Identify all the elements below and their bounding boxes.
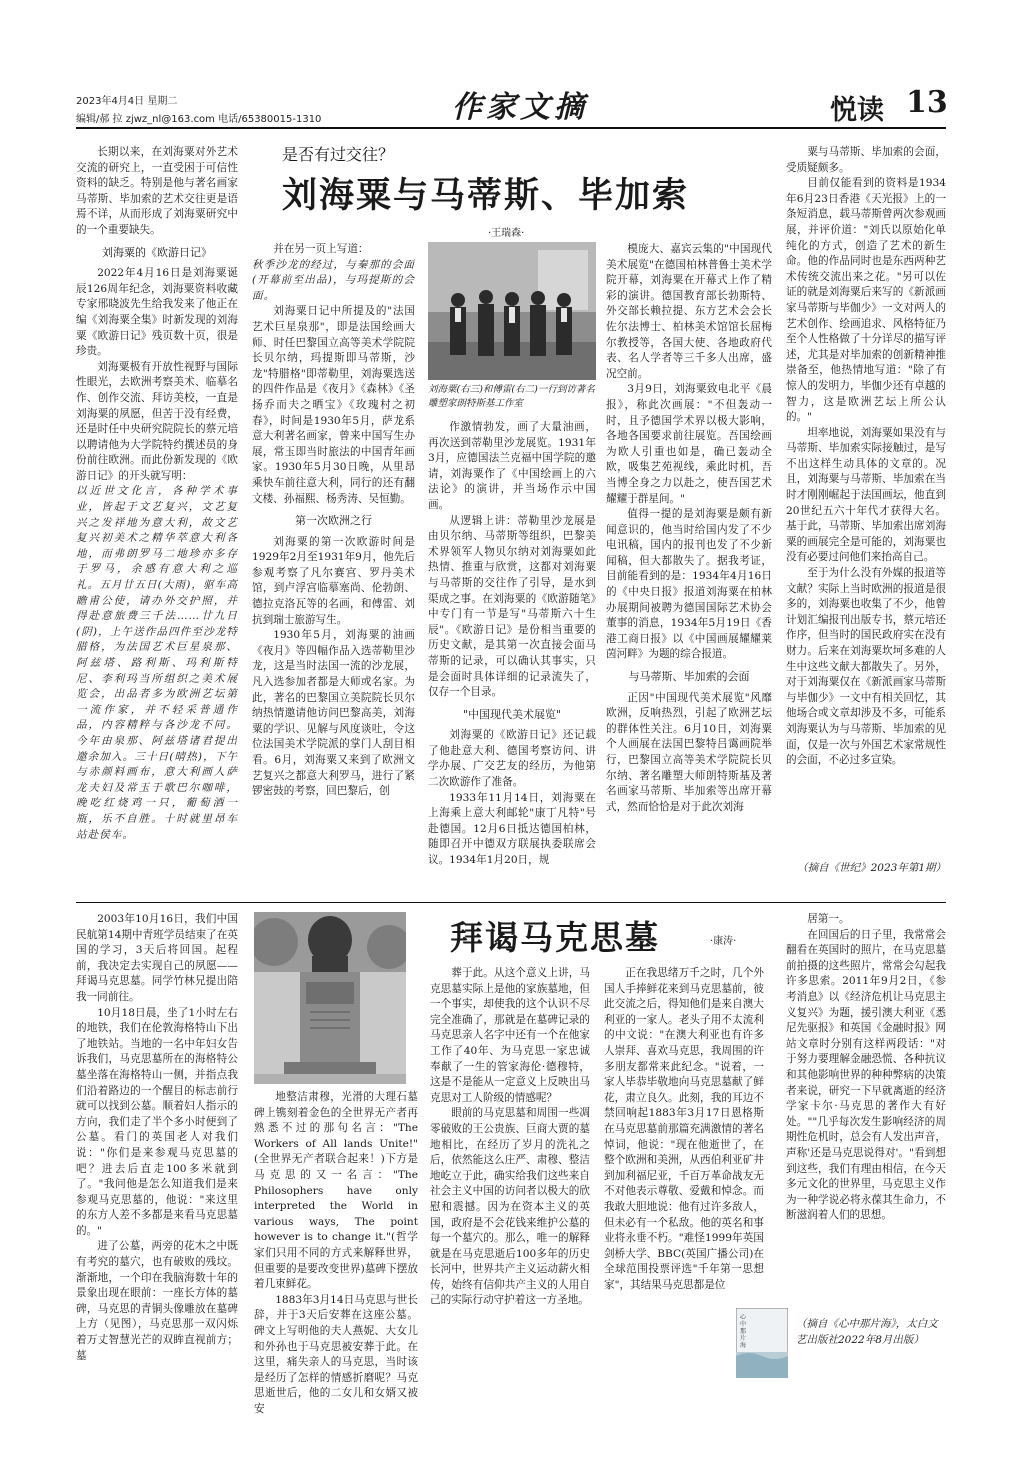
subheading: "中国现代美术展览" — [462, 707, 562, 721]
paragraph: 2022年4月16日是刘海粟诞辰126周年纪念，刘海粟资料收藏专家邢晓波先生给我发来了他正在编《刘海粟全集》时新发现的刘海粟《欧游日记》残页数十页，很是珍贵。 — [76, 267, 238, 358]
article2-column-5 — [786, 912, 946, 1307]
paragraph: 值得一提的是刘海粟是颇有新闻意识的，他当时给国内发了不少电讯稿，国内的报刊也发了不少新闻稿，但大都散失了。据我考证，目前能看到的是：1934年4月16日的《中央日报》报道刘海粟在柏林办展期间被聘为德国国际艺术协会董事的消息，1934年5月19日《香港工商日报》以《中国画展耀耀莱茵河畔》为题的综合报道。 — [606, 508, 772, 661]
article1-source: （摘自《世纪》2023年第1期） — [797, 862, 946, 874]
paragraph: 刘海粟日记中所提及的"法国艺术巨星泉那"，即是法国绘画大师、时任巴黎国立高等美术学院院长贝尔纳，玛提斯即马蒂斯，沙龙"特腊格"即蒂勒里，刘海粟选送的四件作品是《夜月》《森林》《圣扬乔而夫之晒宝》《玫瑰村之初春》，时间是1930年5月，萨龙系意大利著名画家，曾来中国写生办展，常玉即当时旅法的中国青年画家。1930年5月30日晚，从里昂乘快车前往意大利，同行的还有翻文楼、孙福熙、杨秀涛、吴恒勤。 — [252, 305, 415, 505]
article1-column-3 — [428, 420, 596, 893]
paragraph: 并在另一页上写道： — [273, 243, 369, 255]
paragraph: 2003年10月16日，我们中国民航第14期中青班学员结束了在英国的学习，3天后将回国。起程前，我决定去实现自己的夙愿——拜谒马克思墓。同学竹林兄提出陪我一同前往。 — [76, 913, 238, 1003]
diary-quote: 以近世文化言，各种学术事业，皆起于文艺复兴，文艺复兴之发祥地为意大利，故文艺复兴初美术之精华萃意大利各地，而弗朗罗马二地珍亦多存于罗马，余感有意大利之巡礼。五月廿五日(大雨)，驱车高瞻甫公使，请办外交护照，并得赴意旅费三千法……廿九日(阴)，上午送作品四件至沙龙特腊格，为法国艺术巨星泉那、阿兹塔、路利斯、玛利斯特尼、李利玛当所组织之美术展览会，出品者多为欧洲艺坛第一流作家，并不轻采普通作品，内容精粹与各沙龙不同。今年由泉那、阿兹塔诸君提出邀余加入。三十日(晴热)，下午与赤颜料画布，意大利画人萨龙夫妇及常玉于歌巴尔咖啡，晚吃红烧鸡一只，葡萄酒一瓶，乐不自胜。十时就里昂车站赴侯车。 — [76, 485, 238, 841]
masthead-logo: 作家文摘 — [452, 90, 588, 125]
article2-column-1 — [76, 912, 238, 1460]
paragraph: 眼前的马克思墓和周围一些凋零破败的王公贵族、巨商大贾的墓地相比，在经历了岁月的洗礼之后，依然能这么庄严、肃穆、整洁地屹立于此，确实给我们这些来自社会主义中国的访问者以极大的欣慰和震撼。因为在资本主义的英国，政府是不会花钱来维护公墓的每一个墓穴的。那么，唯一的解释就是在马克思逝后100多年的历史长河中，世界共产主义运动薪火相传，始终有信仰共产主义的人用自己的实际行动守护着这一方圣地。 — [430, 1107, 590, 1307]
subheading: 与马蒂斯、毕加索的会面 — [628, 670, 750, 684]
paragraph: 1930年5月，刘海粟的油画《夜月》等四幅作品入选蒂勒里沙龙，这是当时法国一流的沙龙展，凡入选参加者都是大师或名家。为此，著名的巴黎国立美院院长贝尔纳热情邀请他访问巴黎高美，刘海粟的学识、见解与风度谈吐，令这位法国美术学院派的掌门人刮目相看。6月，刘海粟又来到了欧洲文艺复兴之都意大利罗马，进行了紧锣密鼓的考察，回巴黎后，创 — [252, 629, 415, 798]
marx-tomb-photo — [254, 912, 406, 1084]
article2-column-3 — [430, 966, 590, 1460]
article1-column-5 — [786, 145, 946, 857]
article2-source: （摘自《心中那片海》，太白文艺出版社2022年8月出版） — [796, 1318, 938, 1346]
article2-column-2 — [254, 1090, 418, 1460]
diary-quote: 秋季沙龙的经过，与秦那的会面(开幕前至出品)，与玛提斯的会面。 — [252, 258, 415, 302]
paragraph: 作激情勃发，画了大量油画，再次送到蒂勒里沙龙展览。1931年3月，应德国法兰克福中国学院的邀请，刘海粟作了《中国绘画上的六法论》的演讲，并当场作示中国画。 — [428, 421, 596, 511]
article2-column-4 — [604, 966, 764, 1460]
group-photo — [428, 242, 596, 380]
section-title: 悦读 — [830, 95, 884, 126]
article2-title: 拜谒马克思墓 — [450, 918, 660, 957]
paragraph: 正因"中国现代美术展览"风靡欧洲，反响热烈，引起了欧洲艺坛的群体性关注。6月10日，刘海粟个人画展在法国巴黎特吕霭画院举行，巴黎国立高等美术学院院长贝尔纳、著名雕塑大师朗特斯基及著名画家马蒂斯、毕加索等出席开幕式，然而恰恰是对于此次刘海 — [606, 691, 772, 813]
book-cover — [736, 1308, 788, 1378]
header-rule — [76, 127, 946, 129]
article1-kicker: 是否有过交往？ — [282, 145, 395, 164]
paragraph: 10月18日晨，坐了1小时左右的地铁，我们在伦敦海格特山下出了地铁站。当地的一名中年妇女告诉我们，马克思墓所在的海格特公墓坐落在海格特山一侧，并指点我们沿着路边的一个醒目的标志前行就可以找到公墓。顺着妇人指示的方向，我们走了半个多小时便到了公墓。看门的英国老人对我们说："你们是来参观马克思墓的吧？进去后直走100多米就到了。"我问他是怎么知道我们是来参观马克思墓的，他说："来这里的东方人差不多都是来看马克思墓的。" — [76, 1006, 238, 1237]
paragraph: 葬于此。从这个意义上讲，马克思墓实际上是他的家族墓地，但一个事实，却使我的这个认识不尽完全准确了，那就是在墓碑记录的马克思亲人名字中还有一个在他家工作了40年、为马克思一家忠诚奉献了一生的管家海伦·德穆特，这是不是能从一定意义上反映出马克思对工人阶级的情感呢？ — [430, 967, 590, 1104]
paragraph: 1933年11月14日，刘海粟在上海乘上意大利邮轮"康丁凡特"号赴德国。12月6日抵达德国柏林，随即召开中德双方联展执委联席会议。1934年1月20日，规 — [428, 791, 596, 867]
paragraph: 进了公墓，两旁的花木之中既有考究的墓穴，也有破败的残坟。渐渐地，一个印在我脑海数十年的景象出现在眼前：一座长方体的墓碑，马克思的青铜头像雕放在墓碑上方（见图），马克思那一双闪烁着万丈智慧光芒的双眸直视前方；墓 — [76, 1240, 238, 1362]
paragraph: 在回国后的日子里，我常常会翻看在英国时的照片，在马克思墓前拍摄的这些照片，常常会勾起我许多思索。2011年9月2日，《参考消息》以《经济危机让马克思主义复兴》为题，援引澳大利亚《悉尼先驱报》和英国《金融时报》网站文章时分别有这样两段话："对于努力要理解金融恐慌、各种抗议和其他影响世界的种种弊病的决策者来说，研究一下早就离逝的经济学家卡尔·马克思的著作大有好处。""几乎每次发生影响经济的周期性危机时，总会有人发出声音，声称'还是马克思说得对'。"看到想到这些，我们有理由相信，在今天多元文化的世界里，马克思主义作为一种学说必将永葆其生命力，不断滋润着人们的思想。 — [786, 928, 946, 1222]
paragraph: 刘海粟的《欧游日记》还记载了他赴意大利、德国考察访问、讲学办展、广交艺友的经历，为他第二次欧游作了准备。 — [428, 729, 596, 789]
paragraph: 居第一。 — [807, 913, 850, 925]
article2-byline: ·康涛· — [710, 936, 737, 947]
article1-title: 刘海粟与马蒂斯、毕加索 — [282, 176, 690, 216]
paragraph: 正在我思绪万千之时，几个外国人手捧鲜花来到马克思墓前，彼此交流之后，得知他们是来自澳大利亚的一家人。老头子用不太流利的中文说："在澳大利亚也有许多人崇拜、喜欢马克思，我周围的许多朋友都常来此纪念。"说着，一家人毕恭毕敬地向马克思墓献了鲜花，肃立良久。此刻，我的耳边不禁回响起1883年3月17日恩格斯在马克思墓前那篇充满激情的著名悼词，他说："现在他逝世了，在整个欧洲和美洲，从西伯利亚矿井到加利福尼亚，千百万革命战友无不对他表示尊敬、爱戴和悼念。而我敢大胆地说：他有过许多敌人，但未必有一个私敌。他的英名和事业将永垂不朽。"难怪1999年英国剑桥大学、BBC(英国广播公司)在全球范围投票评选"千年第一思想家"，其结果马克思都是位 — [604, 967, 764, 1291]
paragraph: 坦率地说，刘海粟如果没有与马蒂斯、毕加索实际接触过，是写不出这样生动具体的文章的。况且，刘海粟与马蒂斯、毕加索在当时才刚刚崛起于法国画坛，他直到20世纪五六十年代才获得大名。基于此，马蒂斯、毕加索出席刘海粟的画展完全是可能的，刘海粟也没有必要过问他们来抬高自己。 — [786, 426, 946, 564]
paragraph: 从逻辑上讲：蒂勒里沙龙展是由贝尔纳、马蒂斯等组织，巴黎美术界领军人物贝尔纳对刘海粟如此热情、推重与欣赏，这都对刘海粟与马蒂斯的交往作了引导，是水到渠成之事。在刘海粟的《欧游随笔》中专门有一节是写"马蒂斯六十生辰"。《欧游日记》是份相当重要的历史文献，是其第一次直接会面马蒂斯的记录，可以确认其事实，只是会面时具体详细的记录流失了，仅存一个目录。 — [428, 514, 596, 699]
editor-contact: 编辑/郝 拉 zjwz_nl@163.com 电话/65380015-1310 — [76, 114, 322, 125]
photo-caption: 刘海粟(右三)和傅雷(右二)一行到访著名雕塑家朗特斯基工作室 — [428, 384, 595, 409]
paragraph: 3月9日，刘海粟致电北平《晨报》，称此次画展："不但轰动一时，且予德国学术界以极大影响，各地各国要求前往展览。吾国绘画为欧人引重也如是，确已轰动全欧，吸集艺苑视线，乘此时机，吾当博全身之力以赴之，使吾国艺术耀耀于群星间。" — [606, 383, 772, 505]
page-number: 13 — [906, 85, 948, 120]
article1-column-2 — [252, 242, 415, 893]
article1-byline: ·王瑞森· — [488, 228, 525, 239]
article-divider — [76, 902, 946, 903]
paragraph: 至于为什么没有外媒的报道等文献？实际上当时欧洲的报道是很多的，刘海粟也收集了不少，他曾计划汇编报刊出版专书，蔡元培还作序，但当时的国民政府实在没有财力。后来在刘海粟坎坷多难的人生中这些文献大都散失了。另外，对于刘海粟仅在《新派画家马蒂斯与毕伽少》一文中有相关回忆，其他场合或文章却涉及不多，可能系刘海粟认为与马蒂斯、毕加索的见面，仅是一次与外国艺术家常规性的会面，不必过多宣染。 — [786, 567, 946, 767]
paragraph: 长期以来，在刘海粟对外艺术交流的研究上，一直受困于可信性资料的缺乏。特别是他与著名画家马蒂斯、毕加索的艺术交往更是语焉不详，从而形成了刘海粟研究中的一个重要缺失。 — [76, 146, 238, 236]
subheading: 第一次欧洲之行 — [295, 514, 372, 528]
paragraph: 刘海粟极有开放性视野与国际性眼光，去欧洲考察美术、临摹名作、创作交流、拜访美校，一直是刘海粟的夙愿，但苦于没有经费，还是时任中央研究院院长的蔡元培以聘请他为大学院特约撰述员的身份前往欧洲。而此份新发现的《欧游日记》的开头就写明： — [76, 360, 238, 482]
issue-date: 2023年4月4日 星期二 — [76, 96, 178, 107]
paragraph: 地整洁肃穆，光滑的大理石墓碑上镌刻着金色的全世界无产者再熟悉不过的那句名言："The Workers of All lands Unite!"(全世界无产者联合起来！)下方是马克思的又一名言："The Philosophers have only interpreted the World in various ways, The point however is to change it."(哲学家们只用不同的方式来解释世界，但重要的是要改变世界)墓碑下摆放着几束鲜花。 — [254, 1091, 418, 1291]
paragraph: 模庞大、嘉宾云集的"中国现代美术展览"在德国柏林普鲁士美术学院开幕，刘海粟在开幕式上作了精彩的演讲。德国教育部长勃斯特、外交部长赖拉提、东方艺术会会长佐尔法博士、柏林美术馆馆长屈梅尔教授等，各国大使、各地政府代表、名人学者等三千多人出席，盛况空前。 — [606, 243, 772, 380]
paragraph: 1883年3月14日马克思与世长辞，并于3天后安葬在这座公墓。碑文上写明他的夫人燕妮、大女儿和外孙也于马克思被安葬于此。在这里，痛失亲人的马克思，当时该是经历了怎样的情感折磨呢？马克思逝世后，他的二女儿和女婿又被安 — [254, 1293, 418, 1415]
article1-column-1 — [76, 145, 238, 893]
subheading: 刘海粟的《欧游日记》 — [102, 245, 212, 259]
paragraph: 粟与马蒂斯、毕加索的会面，受质疑颇多。 — [786, 146, 946, 174]
article1-column-4 — [606, 242, 772, 893]
paragraph: 目前仅能看到的资料是1934年6月23日香港《天光报》上的一条短消息，载马蒂斯曾两次参观画展，并评价道："刘氏以原始化单纯化的方式，创造了艺术的新生命。他的作品同时也是东西两种艺术传统交流出来之花。"另可以佐证的就是刘海粟后来写的《新派画家马蒂斯与毕伽少》一文对两人的艺术创作、绘画追求、风格特征乃至个人性格做了十分详尽的描写评述，尤其是对毕加索的创新精神推崇备至，他热情地写道："除了有惊人的发明力，毕伽少还有卓越的智力，这是欧洲艺坛上所公认的。" — [786, 177, 946, 424]
paragraph: 刘海粟的第一次欧游时间是1929年2月至1931年9月，他先后参观考察了凡尔赛宫、罗丹美术馆，到卢浮宫临摹塞尚、伦勃朗、德拉克洛瓦等的名画，和傅雷、刘抗到瑞士旅游写生。 — [252, 535, 415, 626]
book-title: 心中那片海 — [740, 1314, 747, 1349]
